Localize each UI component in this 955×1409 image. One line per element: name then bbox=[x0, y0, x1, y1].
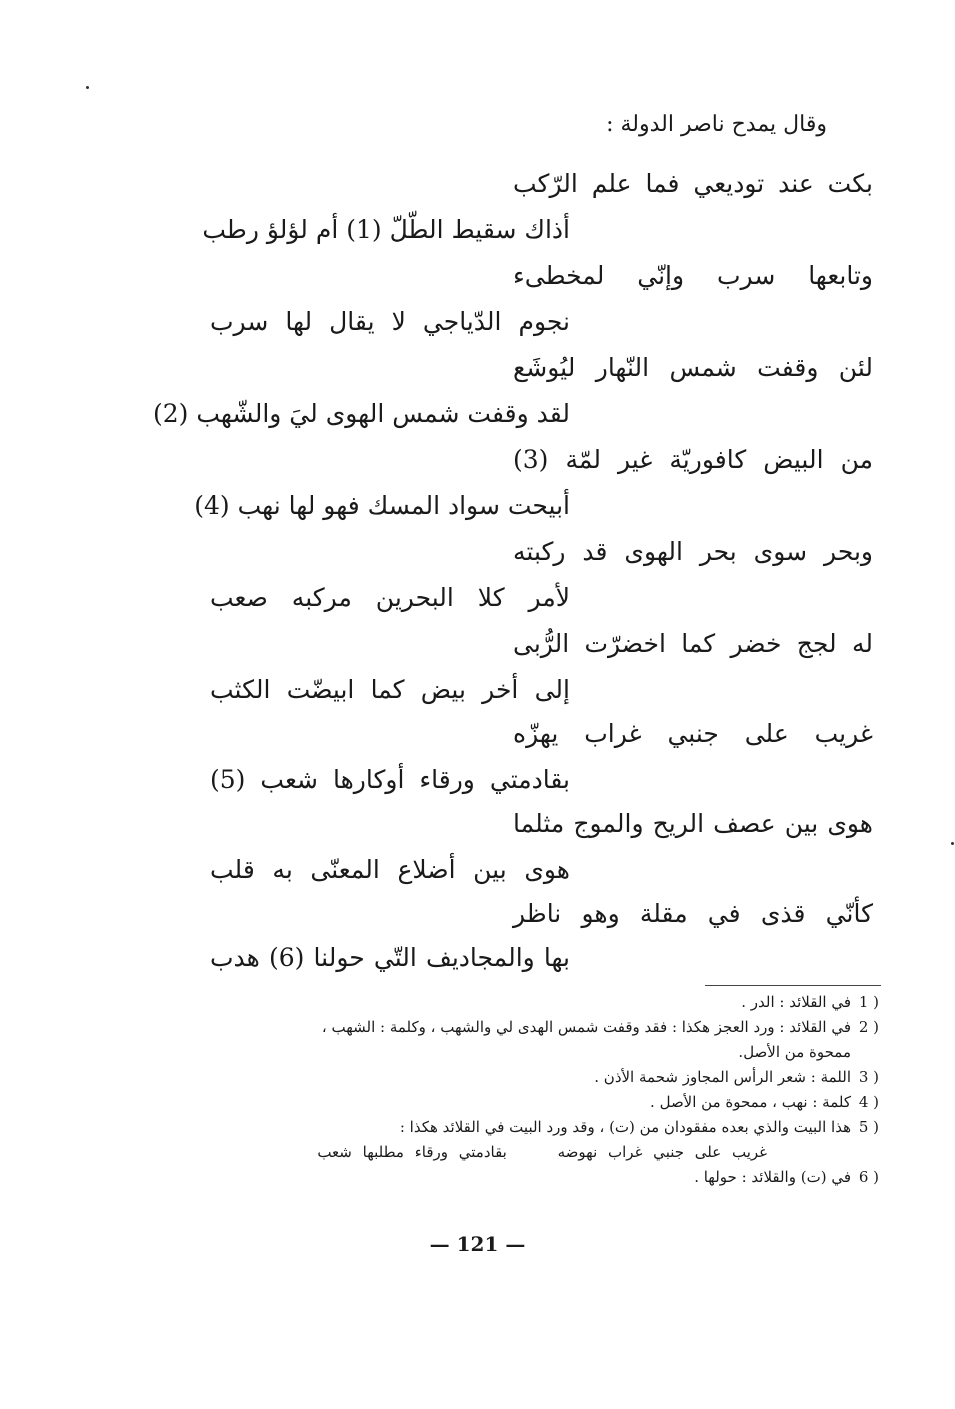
footnote-2 bbox=[179, 1015, 879, 1040]
footnote-5-verse bbox=[179, 1140, 879, 1165]
verse-4-second-hemistich: أبيحت سواد المسك فهو لها نهب (4) bbox=[194, 491, 570, 520]
verse-7-second-hemistich: بقادمتي ورقاء أوكارها شعب (5) bbox=[210, 765, 570, 794]
footnote-number: 5 ) bbox=[858, 1118, 879, 1136]
footnote-text: كلمة : نهب ، ممحوة من الأصل . bbox=[650, 1093, 851, 1111]
footnote-text: هذا البيت والذي بعده مفقودان من (ت) ، وقد ورد البيت في القلائد هكذا : bbox=[399, 1118, 851, 1136]
verse-5-second-hemistich: لأمر كلا البحرين مركبه صعب bbox=[210, 583, 570, 612]
page-number: — 121 — bbox=[429, 1232, 526, 1256]
verse-4-first-hemistich: من البيض كافوريّة غير لمّة (3) bbox=[513, 445, 873, 474]
verse-9-first-hemistich: كأنّي قذى في مقلة وهو ناظر bbox=[513, 899, 873, 928]
verse-3-first-hemistich: لئن وقفت شمس النّهار ليُوشَع bbox=[513, 353, 873, 382]
footnote-text: في القلائد : ورد العجز هكذا : فقد وقفت شمس الهدى لي والشهب ، وكلمة : الشهب ، bbox=[321, 1018, 851, 1036]
scan-speck bbox=[86, 86, 89, 89]
verse-6-first-hemistich: له لجج خضر كما اخضرّت الرُّبى bbox=[513, 629, 873, 658]
verse-3-second-hemistich: لقد وقفت شمس الهوى ليَ والشّهب (2) bbox=[152, 399, 570, 428]
footnote-1 bbox=[179, 990, 879, 1015]
verse-6-second-hemistich: إلى أخر بيض كما ابيضّت الكثب bbox=[210, 675, 570, 704]
poem-intro: وقال يمدح ناصر الدولة : bbox=[606, 112, 827, 137]
verse-8-second-hemistich: هوى بين أضلاع المعنّى به قلب bbox=[210, 855, 570, 884]
verse-9-second-hemistich: بها والمجاديف التّي حولنا (6) هدب bbox=[210, 943, 571, 972]
verse-2-second-hemistich: نجوم الدّياجي لا يقال لها سرب bbox=[210, 307, 570, 336]
footnote-5 bbox=[179, 1115, 879, 1140]
verse-1-first-hemistich: بكت عند توديعي فما علم الرّكب bbox=[513, 169, 873, 198]
footnote-3 bbox=[179, 1065, 879, 1090]
footnote-6 bbox=[179, 1165, 879, 1190]
footnote-number: 2 ) bbox=[858, 1018, 879, 1036]
footnote-4 bbox=[179, 1090, 879, 1115]
footnotes bbox=[179, 990, 879, 1190]
verse-5-first-hemistich: وبحر سوى بحر الهوى قد ركبته bbox=[513, 537, 873, 566]
scan-speck bbox=[951, 842, 954, 845]
footnote-divider bbox=[705, 985, 881, 986]
footnote-number: 6 ) bbox=[858, 1168, 879, 1186]
footnote-verse-first-hemistich: غريب على جنبي غراب نهوضه bbox=[557, 1143, 767, 1161]
footnote-number: 3 ) bbox=[858, 1068, 879, 1086]
footnote-number: 1 ) bbox=[858, 993, 879, 1011]
verse-2-first-hemistich: وتابعها سرب وإنّي لمخطىء bbox=[513, 261, 873, 290]
footnote-text: في (ت) والقلائد : حولها . bbox=[694, 1168, 851, 1186]
footnote-number: 4 ) bbox=[858, 1093, 879, 1111]
verse-7-first-hemistich: غريب على جنبي غراب يهزّه bbox=[513, 719, 873, 748]
footnote-text: في القلائد : الدر . bbox=[741, 993, 851, 1011]
footnote-text: اللمة : شعر الرأس المجاوز شحمة الأذن . bbox=[594, 1068, 851, 1086]
footnote-verse-second-hemistich: بقادمتي ورقاء مطلبها شعب bbox=[317, 1143, 507, 1161]
verse-1-second-hemistich: أذاك سقيط الطّلّ (1) أم لؤلؤ رطب bbox=[202, 215, 570, 244]
verse-8-first-hemistich: هوى بين عصف الريح والموج مثلما bbox=[513, 809, 873, 838]
footnote-2-continuation: ممحوة من الأصل. bbox=[738, 1043, 851, 1061]
